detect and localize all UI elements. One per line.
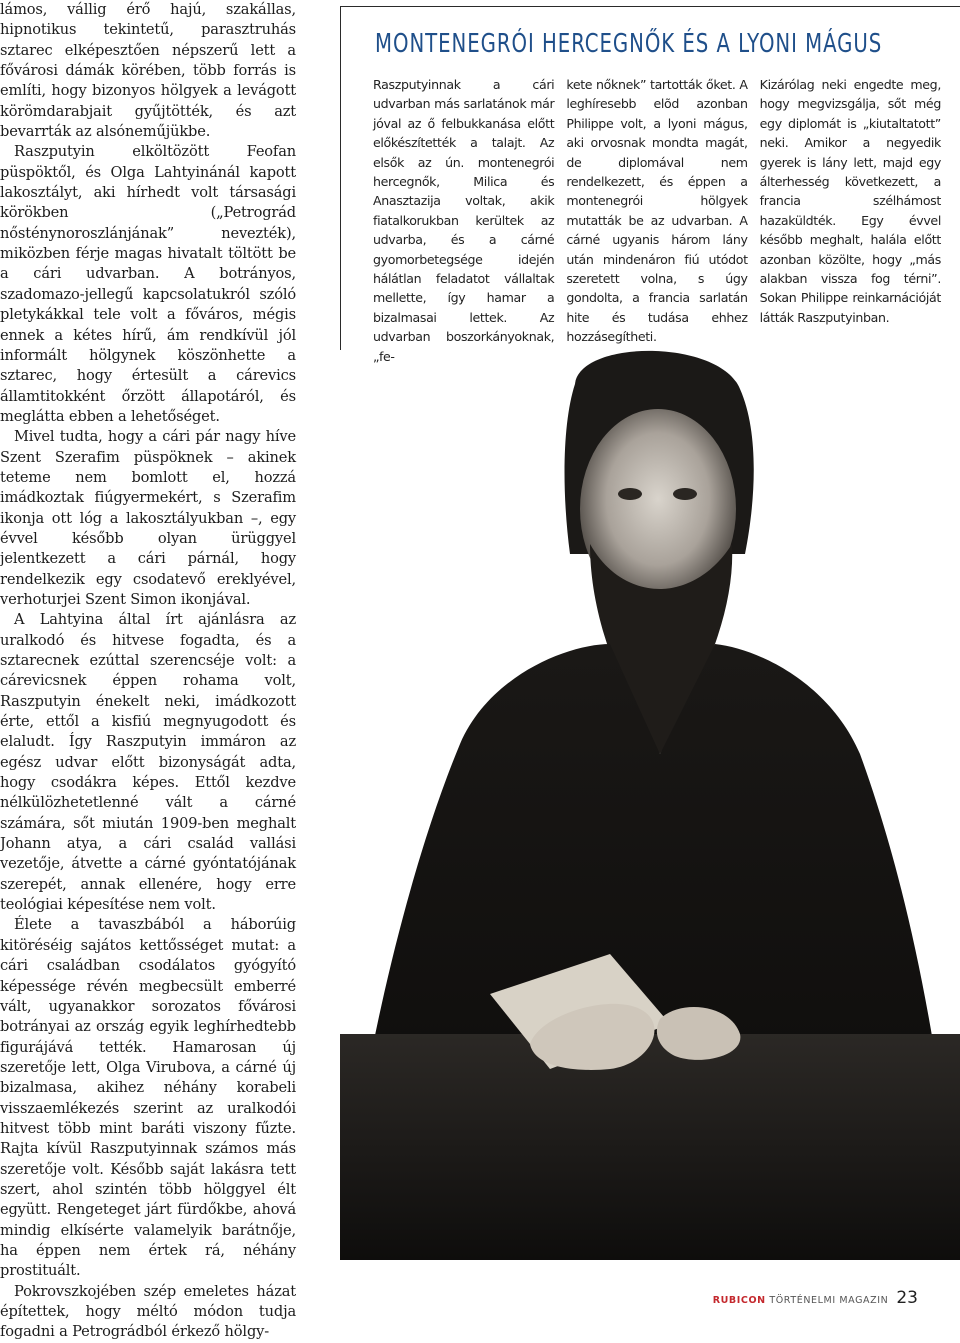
magazine-name [713, 1295, 889, 1306]
page-footer [713, 1288, 918, 1308]
sidebar-column: Raszputyinnak a cári udvarban más sarlatánok már jóval az ő felbukkanása előtt előkészítették a talajt. Az elsők az ún. montenegrói hercegnők, Milica és Anasztazija voltak, akik fiatalkorukban kerültek az udvarba, és a cárné gyomorbetegsége idején hálátlan feladatot vállaltak mellette, így hamar a bizalmasai lettek. Az udvarban boszorkányoknak, „fe- [373, 77, 555, 364]
brand-name: RUBICON [712, 1295, 766, 1306]
sidebar-title: MONTENEGRÓI HERCEGNŐK ÉS A LYONI MÁGUS [375, 29, 883, 59]
table-shape [340, 1034, 960, 1260]
article-paragraph: A Lahtyina által írt ajánlásra az uralkodó és hitvese fogadta, és a sztarecnek ezúttal szerencséje volt: a cárevicsnek éppen rohama volt, Raszputyin énekelt neki, imádkozott érte, ettől a kisfiú megnyugodott és elaludt. Így Raszputyin immáron az egész udvar előtt bizonyságát adta, hogy csodákra képes. Ettől kezdve nélkülözhetetlenné vált a cárné számára, sőt miután 1909-ben meghalt Johann atya, a cári család vallási vezetője, átvette a cárné gyóntatójának szerepét, annak ellenére, hogy erre teológiai képesítése nem volt. [0, 611, 296, 914]
page-number: 23 [896, 1288, 918, 1308]
sidebar-columns [373, 75, 941, 366]
sidebar-column: kete nőknek” tartották őket. A leghíresebb elõd azonban Philippe volt, a lyoni mágus, aki orvosnak mondta magát, de diplomával nem rendelkezett, és éppen a montenegrói hölgyek mutatták be az udvarban. A cárné ugyanis három lány után mindenáron fiú utódot szeretett volna, s úgy gondolta, a francia sarlatán hite és tudása ehhez hozzásegítheti. [566, 77, 748, 345]
article-body-column [0, 0, 296, 1341]
magazine-subtitle: TÖRTÉNELMI MAGAZIN [769, 1295, 889, 1306]
article-paragraph: Élete a tavaszbából a háborúig kitöréséig sajátos kettősséget mutat: a cári családban csodálatos gyógyító képessége révén megbecsült emberré vált, ugyanakkor sorozatos fővárosi botrányai az ország egyik leghírhedtebb figurájává tették. Hamarosan új szeretője lett, Olga Virubova, a cárné új bizalmasa, akihez néhány korabeli visszaemlékezés szerint az uralkodói hitvest több mint baráti viszony fűzte. Rajta kívül Raszputyinnak számos más szeretője volt. Később saját lakásra tett szert, ahol szintén több hölggyel élt együtt. Rengeteget járt fürdőkbe, ahová mindig elkísérte valamelyik barátnője, ha éppen nem értek rá, néhány prostituált. [0, 916, 296, 1280]
portrait-illustration [340, 344, 960, 1260]
article-paragraph: Raszputyin elköltözött Feofan püspöktől, és Olga Lahtyinánál kapott lakosztályt, aki hírhedt volt társasági körökben („Petrográd nősténynoroszlánjának” nevezték), miközben férje magas hivatalt töltött be a cári udvarban. A botrányos, szadomazo-jellegű kapcsolatukról szóló pletykákkal tele volt a főváros, mégis ennek a kétes hírű, ám rendkívül jól informált hölgynek köszönhette a sztarec, hogy értesült a cárevics államtitokként őrzött állapotáról, és meglátta ebben a lehetőséget. [0, 143, 296, 425]
article-paragraph: lámos, vállig érő hajú, szakállas, hipnotikus tekintetű, parasztruhás sztarec elképesztően népszerű lett a fővárosi dámák körében, több forrás is említi, hogy bizonyos hölgyek a levágott körömdarabjait gyűjtötték, és azt bevarrták az alsóneműjükbe. [0, 1, 296, 141]
left-eye [618, 488, 642, 500]
article-paragraph: Mivel tudta, hogy a cári pár nagy híve Szent Szerafim püspöknek – akinek teteme nem bomlott el, hozzá imádkoztak fiúgyermekért, s Szerafim ikonja ott lóg a lakosztályukban –, egy évvel később olyan ürüggyel jelentkezett a cári párnál, hogy rendelkezik egy csodatevő ereklyével, verhoturjei Szent Simon ikonjával. [0, 428, 296, 608]
article-paragraph: Pokrovszkojében szép emeletes házat építettek, hogy méltó módon tudja fogadni a Petrográdból érkező hölgy- [0, 1282, 296, 1341]
rasputin-portrait-photo [340, 344, 960, 1260]
right-eye [673, 488, 697, 500]
sidebar-column: Kizárólag neki engedte meg, hogy megvizsgálja, sőt még egy diplomát is „kiutaltatott” neki. Amikor a negyedik gyerek is lány lett, majd egy álterhesség következett, a francia szélhámost hazaküldték. Egy évvel később meghalt, halála előtt azonban közölte, hogy „más alakban vissza fog térni”. Sokan Philippe reinkarnációját látták Raszputyinban. [759, 77, 941, 325]
sidebar-box [340, 6, 960, 364]
